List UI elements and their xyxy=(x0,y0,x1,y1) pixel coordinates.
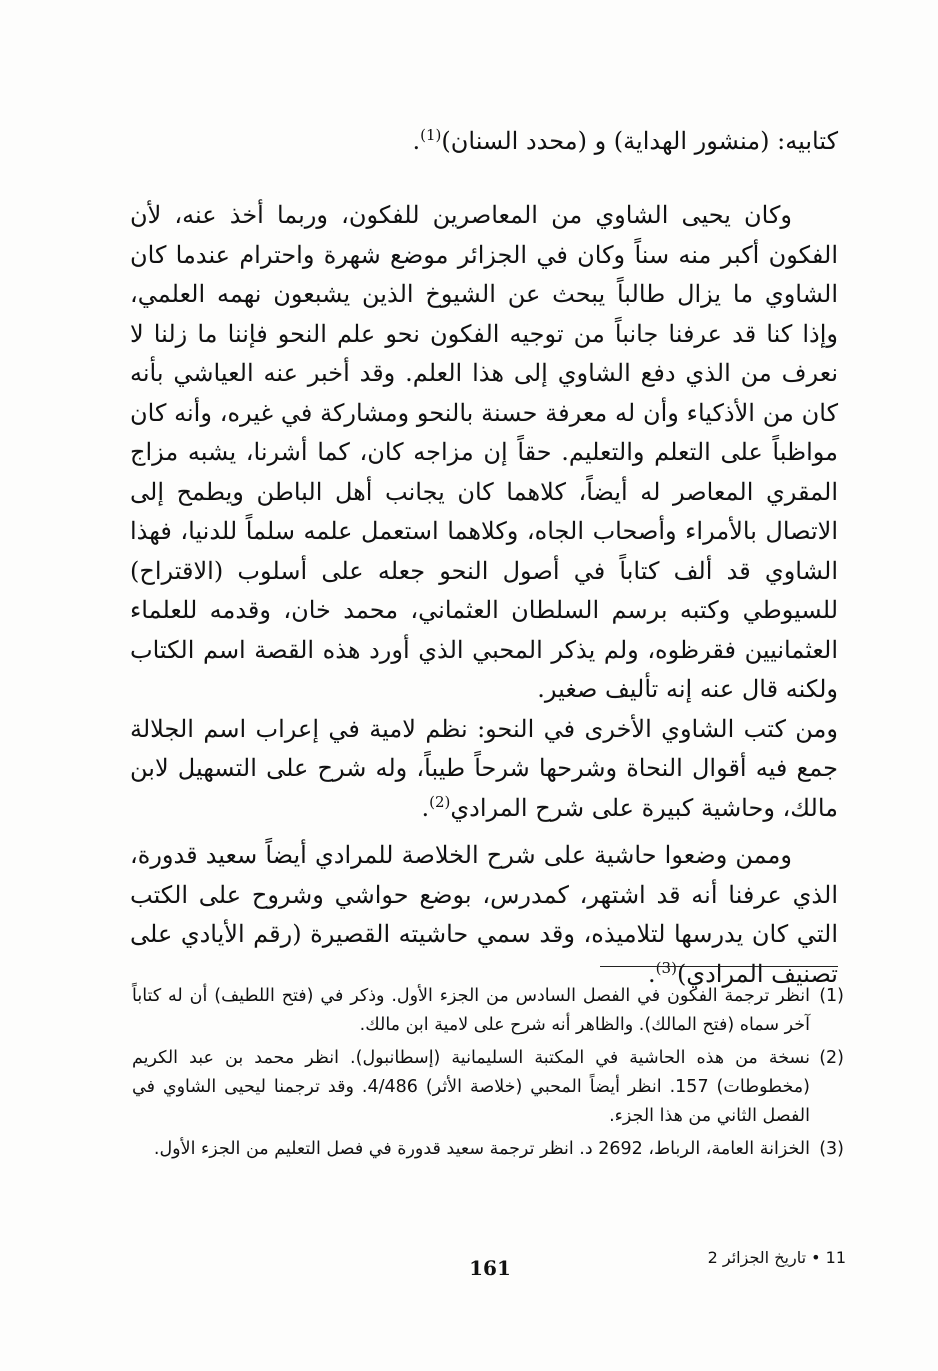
paragraph-3-block xyxy=(130,836,838,994)
footnote-2 xyxy=(132,1044,844,1131)
footnote-1 xyxy=(132,982,844,1040)
footnote-text: انظر ترجمة الفكون في الفصل السادس من الجزء الأول. وذكر في (فتح اللطيف) أن له كتاباً آخر سماه (فتح المالك). والظاهر أنه شرح على لامية ابن مالك. xyxy=(132,986,810,1035)
footnote-3 xyxy=(132,1135,844,1164)
page-number: 161 xyxy=(469,1256,511,1280)
paragraph-1: وكان يحيى الشاوي من المعاصرين للفكون، وربما أخذ عنه، لأن الفكون أكبر منه سناً وكان في الجزائر موضع شهرة واحترام عندما كان الشاوي ما يزال طالباً يبحث عن الشيوخ الذين يشبعون نهمه العلمي، وإذا كنا قد عرفنا جانباً من توجيه الفكون نحو علم النحو فإننا ما زلنا لا نعرف من الذي دفع الشاوي إلى هذا العلم. وقد أخبر عنه العياشي بأنه كان من الأذكياء وأن له معرفة حسنة بالنحو ومشاركة في غيره، وأنه كان مواظباً على التعلم والتعليم. حقاً إن مزاجه كان، كما أشرنا، يشبه مزاج المقري المعاصر له أيضاً، كلاهما كان يجانب أهل الباطن ويطمح إلى الاتصال بالأمراء وأصحاب الجاه، وكلاهما استعمل علمه سلماً للدنيا، فهذا الشاوي قد ألف كتاباً في أصول النحو جعله على أسلوب (الاقتراح) للسيوطي وكتبه برسم السلطان العثماني، محمد خان، وقدمه للعلماء العثمانيين فقرظوه، ولم يذكر المحبي الذي أورد هذه القصة اسم الكتاب ولكنه قال عنه إنه تأليف صغير. xyxy=(130,201,838,703)
footnote-number: (3) xyxy=(819,1139,844,1159)
top-line-text: كتابيه: (منشور الهداية) و (محدد السنان) xyxy=(441,127,838,155)
paragraph-2 xyxy=(130,710,838,829)
paragraph-2-text: ومن كتب الشاوي الأخرى في النحو: نظم لامية في إعراب اسم الجلالة جمع فيه أقوال النحاة وشرحها شرحاً طيباً، وله شرح على التسهيل لابن مالك، وحاشية كبيرة على شرح المرادي xyxy=(130,714,838,822)
paragraph-1-block xyxy=(130,196,838,828)
paragraph-3 xyxy=(130,836,838,994)
footnote-text: نسخة من هذه الحاشية في المكتبة السليمانية (إسطانبول). انظر محمد بن عبد الكريم (مخطوطات) 157. انظر أيضاً المحبي (خلاصة الأثر) 4/486. وقد ترجمنا ليحيى الشاوي في الفصل الثاني من هذا الجزء. xyxy=(132,1048,810,1126)
footnote-text: الخزانة العامة، الرباط، 2692 د. انظر ترجمة سعيد قدورة في فصل التعليم من الجزء الأول. xyxy=(153,1139,810,1159)
running-title: 11 • تاريخ الجزائر 2 xyxy=(707,1248,846,1267)
footnote-ref-3[interactable]: (3) xyxy=(655,958,677,977)
paragraph-3-text: وممن وضعوا حاشية على شرح الخلاصة للمرادي أيضاً سعيد قدورة، الذي عرفنا أنه قد اشتهر، كمدرس، بوضع حواشي وشروح على الكتب التي كان يدرسها لتلاميذه، وقد سمي حاشيته القصيرة (رقم الأيادي على تصنيف المرادي) xyxy=(130,841,838,988)
footnote-divider xyxy=(600,966,838,967)
footnote-number: (1) xyxy=(819,986,844,1006)
footnote-ref-1[interactable]: (1) xyxy=(420,126,442,144)
paragraph-3-end: . xyxy=(648,959,656,988)
top-line-end: . xyxy=(412,127,421,155)
footnote-number: (2) xyxy=(819,1048,844,1068)
main-text xyxy=(130,122,838,162)
paragraph-2-end: . xyxy=(421,793,430,822)
top-line xyxy=(130,122,838,162)
footnote-ref-2[interactable]: (2) xyxy=(429,792,451,811)
footnotes xyxy=(132,982,844,1168)
